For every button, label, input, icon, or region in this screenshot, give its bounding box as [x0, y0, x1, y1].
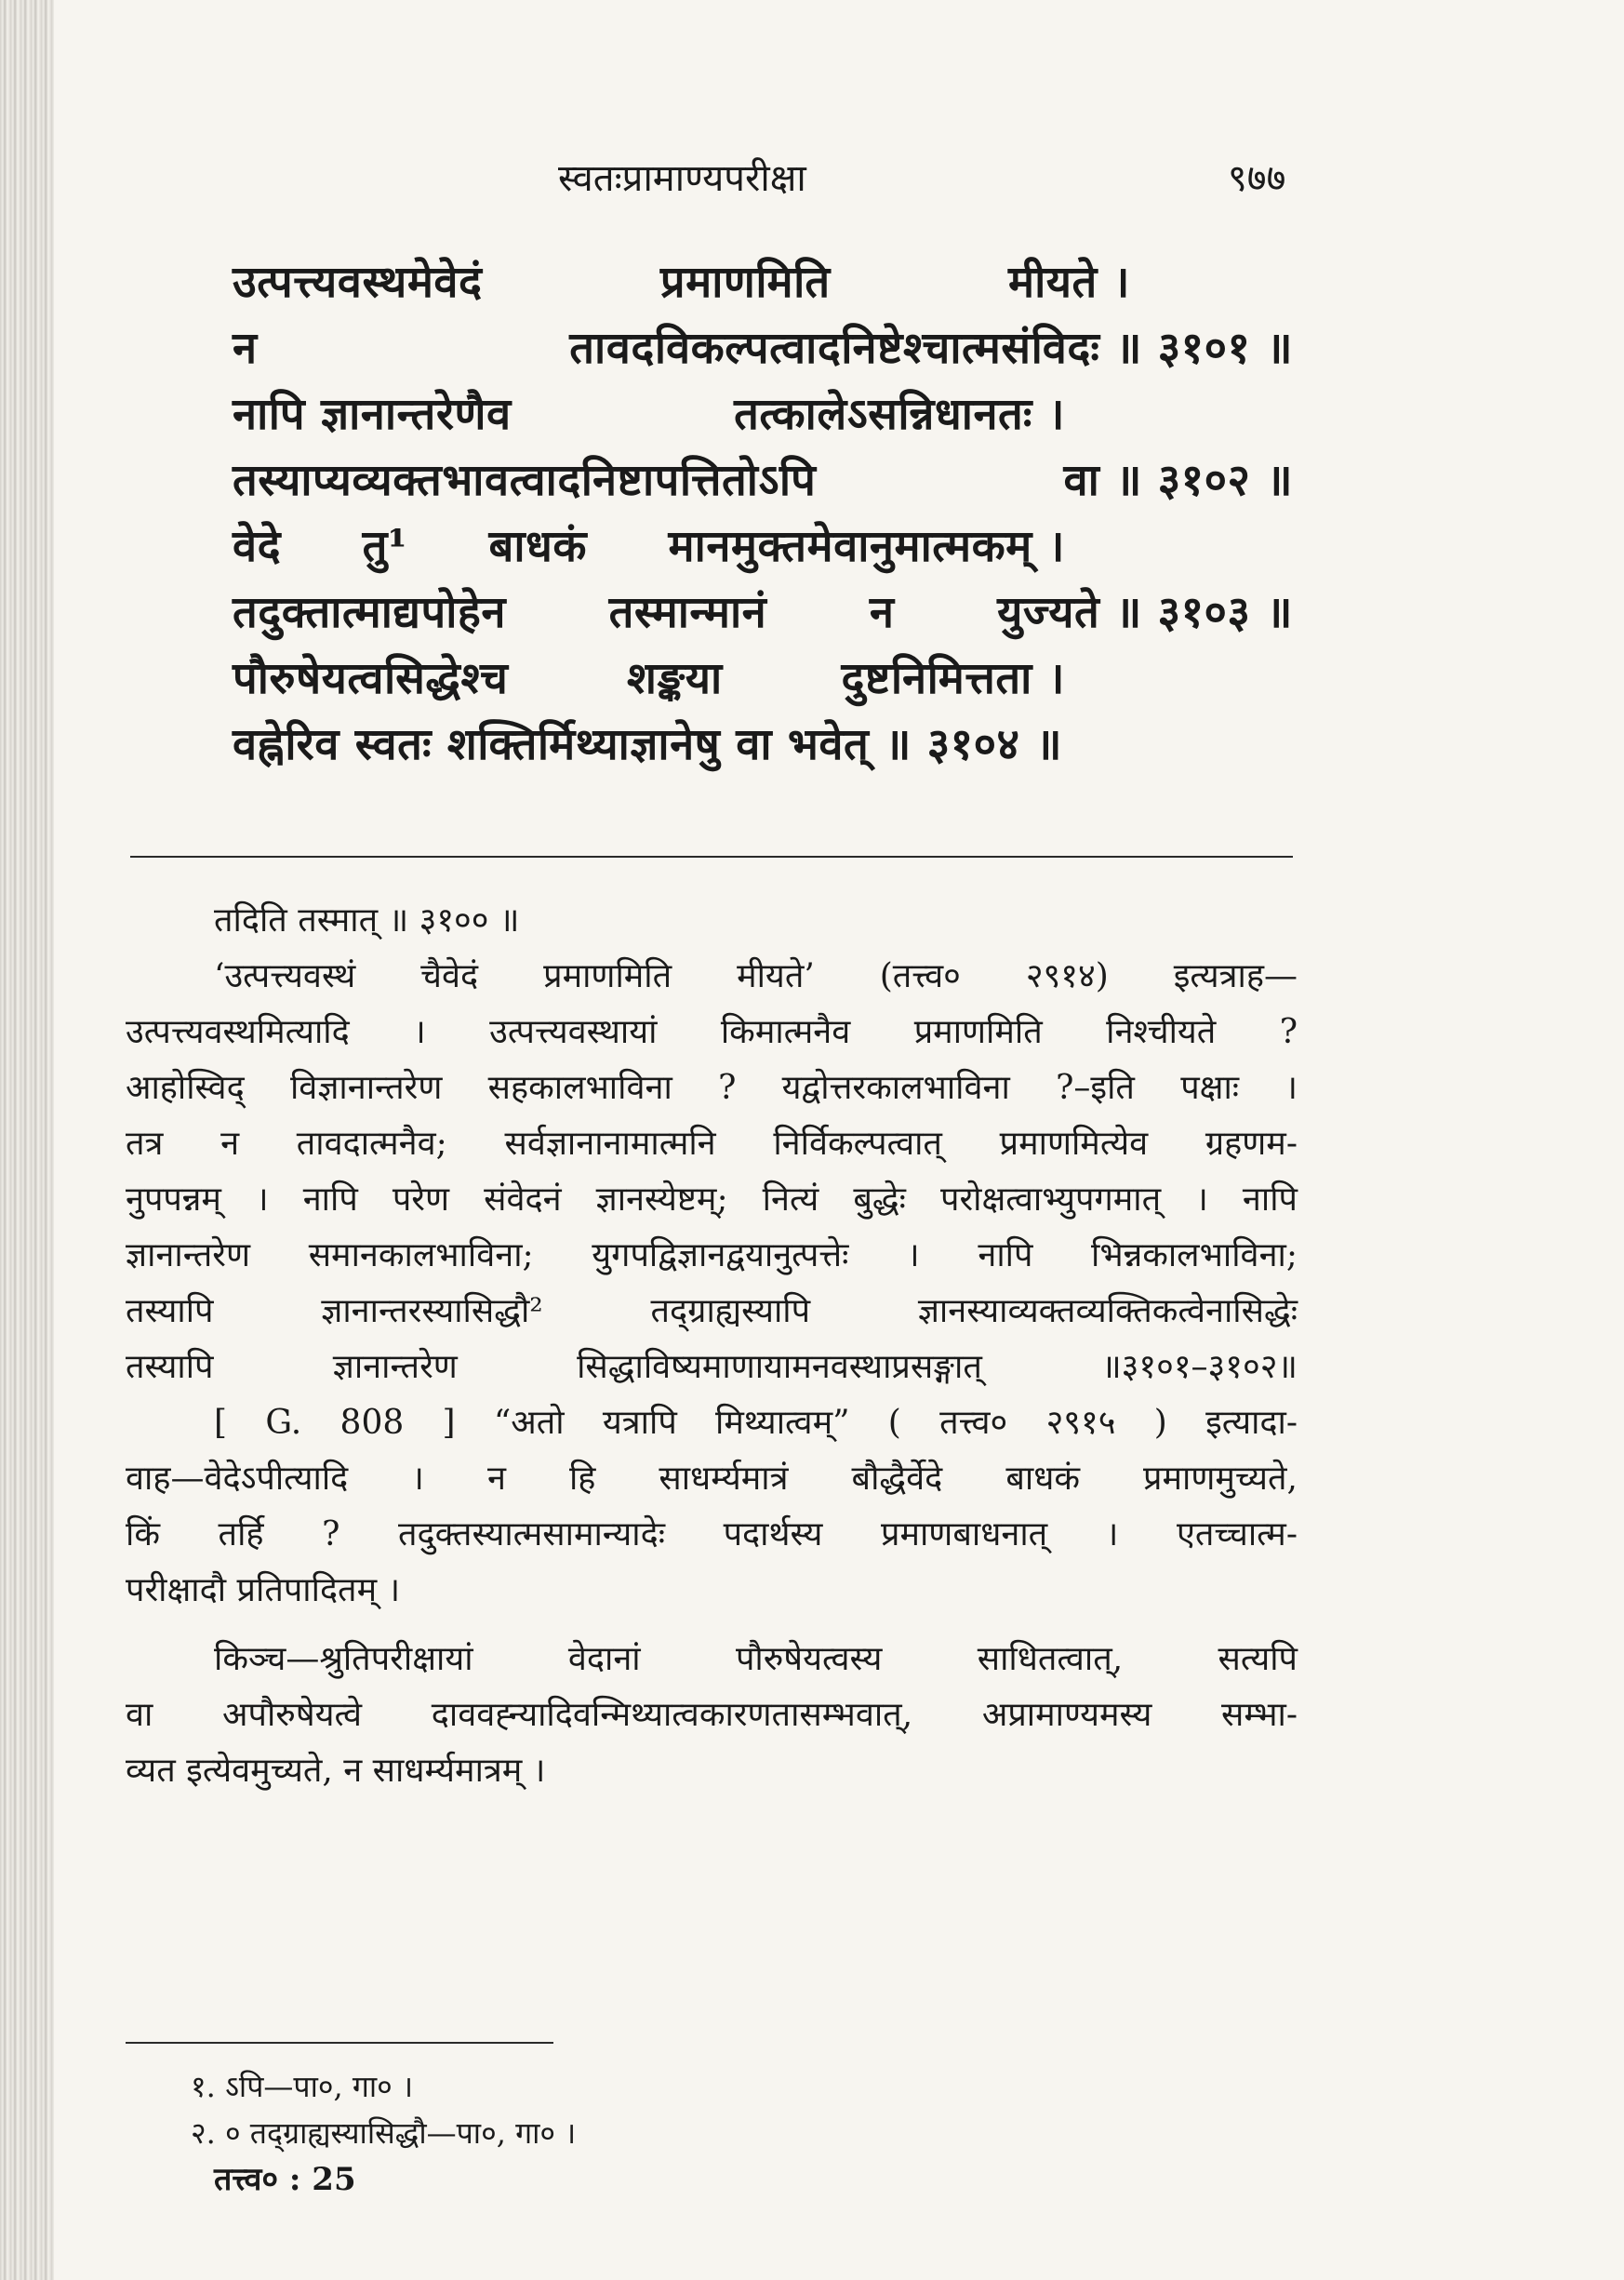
verse-word: तस्याप्यव्यक्तभावत्वादनिष्टापत्तितोऽपि — [233, 455, 817, 506]
footnote: २. ० तद्ग्राह्यस्यासिद्धौ—पा०, गा० । — [191, 2115, 577, 2151]
verse-commentary-divider — [130, 856, 1293, 858]
commentary-line: वा अपौरुषेयत्वे दाववह्न्यादिवन्मिथ्यात्वकारणतासम्भवात्, अप्रामाण्यमस्य सम्भा- — [126, 1696, 1298, 1734]
verse-line — [233, 646, 1293, 712]
verse-word: तत्कालेऽसन्निधानतः । — [734, 389, 1065, 440]
page-number: ९७७ — [1228, 157, 1286, 200]
verse-word: मानमुक्तमेवानुमात्मकम् । — [668, 521, 1065, 572]
commentary-line: किञ्च—श्रुतिपरीक्षायां वेदानां पौरुषेयत्वस्य साधितत्वात्, सत्यपि — [214, 1640, 1298, 1678]
verse-word: उत्पत्त्यवस्थमेवेदं — [233, 257, 483, 308]
verse-word: न — [233, 323, 258, 374]
verse-word: बाधकं — [488, 521, 588, 572]
verse-word: दुष्टनिमित्तता । — [841, 653, 1065, 704]
verse-line — [233, 447, 1293, 513]
verse-word: वेदे — [233, 521, 282, 572]
commentary-line: उत्पत्त्यवस्थमित्यादि । उत्पत्त्यवस्थायां किमात्मनैव प्रमाणमिति निश्चीयते ? — [126, 1013, 1298, 1051]
commentary-block — [126, 893, 1298, 1799]
footnote-divider — [126, 2042, 553, 2044]
verse-word: वा ॥ ३१०२ ॥ — [1063, 455, 1293, 506]
commentary-paragraph — [126, 893, 1298, 949]
verse-word: नापि ज्ञानान्तरेणैव — [233, 389, 512, 440]
verse-word: वह्नेरिव स्वतः शक्तिर्मिथ्याज्ञानेषु वा भवेत् ॥ ३१०४ ॥ — [233, 719, 1062, 770]
commentary-line: तदिति तस्मात् ॥ ३१०० ॥ — [214, 901, 520, 940]
commentary-line: किं तर्हि ? तदुक्तस्यात्मसामान्यादेः पदार्थस्य प्रमाणबाधनात् । एतच्चात्म- — [126, 1515, 1298, 1553]
page-title: स्वतःप्रामाण्यपरीक्षा — [558, 157, 806, 200]
verse-word: तस्मान्मानं — [608, 587, 767, 638]
commentary-line: ज्ञानान्तरेण समानकालभाविना; युगपद्विज्ञानद्वयानुत्पत्तेः । नापि भिन्नकालभाविना; — [126, 1236, 1298, 1274]
commentary-paragraph — [126, 949, 1298, 1395]
commentary-line: तत्र न तावदात्मनैव; सर्वज्ञानानामात्मनि निर्विकल्पत्वात् प्रमाणमित्येव ग्रहणम- — [126, 1125, 1298, 1163]
verse-word: मीयते । — [1007, 257, 1130, 308]
verse-word: तु¹ — [362, 521, 407, 572]
verse-line — [233, 712, 1293, 778]
commentary-line: तस्यापि ज्ञानान्तरेण सिद्धाविष्यमाणायामनवस्थाप्रसङ्गात् ॥३१०१–३१०२॥ — [126, 1348, 1298, 1386]
verse-word: न — [869, 587, 895, 638]
verse-line — [233, 249, 1293, 315]
commentary-line: व्यत इत्येवमुच्यते, न साधर्म्यमात्रम् । — [126, 1752, 546, 1790]
verse-line — [233, 315, 1293, 381]
verse-word: शङ्कया — [627, 653, 723, 704]
verse-word: पौरुषेयत्वसिद्धेश्च — [233, 653, 509, 704]
verse-word: प्रमाणमिति — [659, 257, 831, 308]
signature-mark: तत्त्व० : 25 — [214, 2161, 356, 2198]
commentary-paragraph — [126, 1632, 1298, 1799]
verse-line — [233, 513, 1293, 580]
running-header — [0, 151, 1624, 207]
verse-word: तावदविकल्पत्वादनिष्टेश्चात्मसंविदः ॥ ३१०१ ॥ — [569, 323, 1293, 374]
commentary-line: परीक्षादौ प्रतिपादितम् । — [126, 1571, 401, 1609]
verse-block — [233, 249, 1293, 778]
footnotes — [191, 2063, 1028, 2203]
commentary-line: [ G. 808 ] “अतो यत्रापि मिथ्यात्वम्” ( तत्त्व० २९१५ ) इत्यादा- — [214, 1404, 1298, 1442]
commentary-line: नुपपन्नम् । नापि परेण संवेदनं ज्ञानस्येष्टम्; नित्यं बुद्धेः परोक्षत्वाभ्युपगमात् । नापि — [126, 1180, 1298, 1219]
commentary-paragraph — [126, 1395, 1298, 1619]
verse-line — [233, 580, 1293, 646]
commentary-line: आहोस्विद् विज्ञानान्तरेण सहकालभाविना ? यद्वोत्तरकालभाविना ?–इति पक्षाः । — [126, 1069, 1298, 1107]
verse-word: युज्यते ॥ ३१०३ ॥ — [997, 587, 1293, 638]
commentary-line: ‘उत्पत्त्यवस्थं चैवेदं प्रमाणमिति मीयते’ (तत्त्व० २९१४) इत्यत्राह— — [214, 957, 1298, 995]
verse-line — [233, 381, 1293, 447]
commentary-line: तस्यापि ज्ञानान्तरस्यासिद्धौ² तद्ग्राह्यस्यापि ज्ञानस्याव्यक्तव्यक्तिकत्वेनासिद्धेः — [126, 1292, 1298, 1330]
commentary-line: वाह—वेदेऽपीत्यादि । न हि साधर्म्यमात्रं बौद्धैर्वेदे बाधकं प्रमाणमुच्यते, — [126, 1460, 1298, 1498]
verse-word: तदुक्तात्माद्यपोहेन — [233, 587, 506, 638]
footnote: १. ऽपि—पा०, गा० । — [191, 2069, 414, 2104]
